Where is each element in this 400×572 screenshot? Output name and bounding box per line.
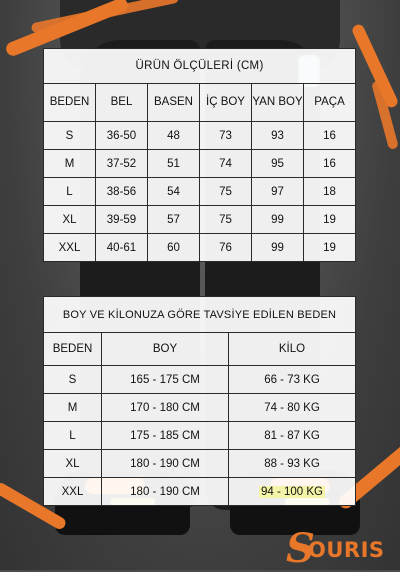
yan-boy-cell: 97 (252, 178, 304, 206)
table-row (44, 122, 356, 150)
size-cell: XL (44, 450, 102, 478)
table-row (44, 478, 356, 506)
logo-text: OURIS (308, 538, 385, 562)
size-cell: L (44, 178, 96, 206)
size-cell: L (44, 422, 102, 450)
bel-cell: 37-52 (96, 150, 148, 178)
recommend-table-title: BOY VE KİLONUZA GÖRE TAVSİYE EDİLEN BEDEN (44, 297, 356, 333)
header-beden: BEDEN (44, 84, 96, 122)
ic-boy-cell: 75 (200, 206, 252, 234)
paca-cell: 19 (304, 206, 356, 234)
paca-cell: 18 (304, 178, 356, 206)
paca-cell: 19 (304, 234, 356, 262)
basen-cell: 48 (148, 122, 200, 150)
yan-boy-cell: 95 (252, 150, 304, 178)
table-row (44, 206, 356, 234)
header-bel: BEL (96, 84, 148, 122)
souris-logo (286, 525, 396, 572)
size-cell: M (44, 150, 96, 178)
bel-cell: 38-56 (96, 178, 148, 206)
table-row (44, 422, 356, 450)
height-cell: 175 - 185 CM (102, 422, 229, 450)
basen-cell: 57 (148, 206, 200, 234)
basen-cell: 51 (148, 150, 200, 178)
table-row (44, 150, 356, 178)
table-row (44, 178, 356, 206)
header-ic-boy: İÇ BOY (200, 84, 252, 122)
header-yan-boy: YAN BOY (252, 84, 304, 122)
yan-boy-cell: 99 (252, 206, 304, 234)
recommend-table-header-row (44, 333, 356, 366)
yan-boy-cell: 99 (252, 234, 304, 262)
height-cell: 180 - 190 CM (102, 450, 229, 478)
product-measurements-table (43, 48, 356, 262)
table-row (44, 394, 356, 422)
ic-boy-cell: 75 (200, 178, 252, 206)
size-cell: XXL (44, 478, 102, 506)
weight-cell: 74 - 80 KG (229, 394, 356, 422)
header-beden: BEDEN (44, 333, 102, 366)
weight-cell: 88 - 93 KG (229, 450, 356, 478)
product-table-header-row (44, 84, 356, 122)
header-kilo: KİLO (229, 333, 356, 366)
size-cell: S (44, 366, 102, 394)
table-row (44, 366, 356, 394)
size-cell: XL (44, 206, 96, 234)
paca-cell: 16 (304, 122, 356, 150)
ic-boy-cell: 74 (200, 150, 252, 178)
product-table-title: ÜRÜN ÖLÇÜLERİ (CM) (44, 49, 356, 84)
bel-cell: 39-59 (96, 206, 148, 234)
size-cell: S (44, 122, 96, 150)
height-cell: 180 - 190 CM (102, 478, 229, 506)
height-cell: 170 - 180 CM (102, 394, 229, 422)
size-cell: M (44, 394, 102, 422)
ic-boy-cell: 73 (200, 122, 252, 150)
table-row (44, 234, 356, 262)
bel-cell: 36-50 (96, 122, 148, 150)
weight-cell: 66 - 73 KG (229, 366, 356, 394)
weight-cell (229, 478, 356, 506)
header-basen: BASEN (148, 84, 200, 122)
height-cell: 165 - 175 CM (102, 366, 229, 394)
basen-cell: 54 (148, 178, 200, 206)
highlighted-weight: 94 - 100 KG (260, 485, 323, 498)
recommended-size-table (43, 296, 356, 506)
yan-boy-cell: 93 (252, 122, 304, 150)
basen-cell: 60 (148, 234, 200, 262)
bel-cell: 40-61 (96, 234, 148, 262)
header-boy: BOY (102, 333, 229, 366)
size-cell: XXL (44, 234, 96, 262)
paca-cell: 16 (304, 150, 356, 178)
header-paca: PAÇA (304, 84, 356, 122)
table-row (44, 450, 356, 478)
logo-initial: S (286, 525, 315, 572)
ic-boy-cell: 76 (200, 234, 252, 262)
weight-cell: 81 - 87 KG (229, 422, 356, 450)
